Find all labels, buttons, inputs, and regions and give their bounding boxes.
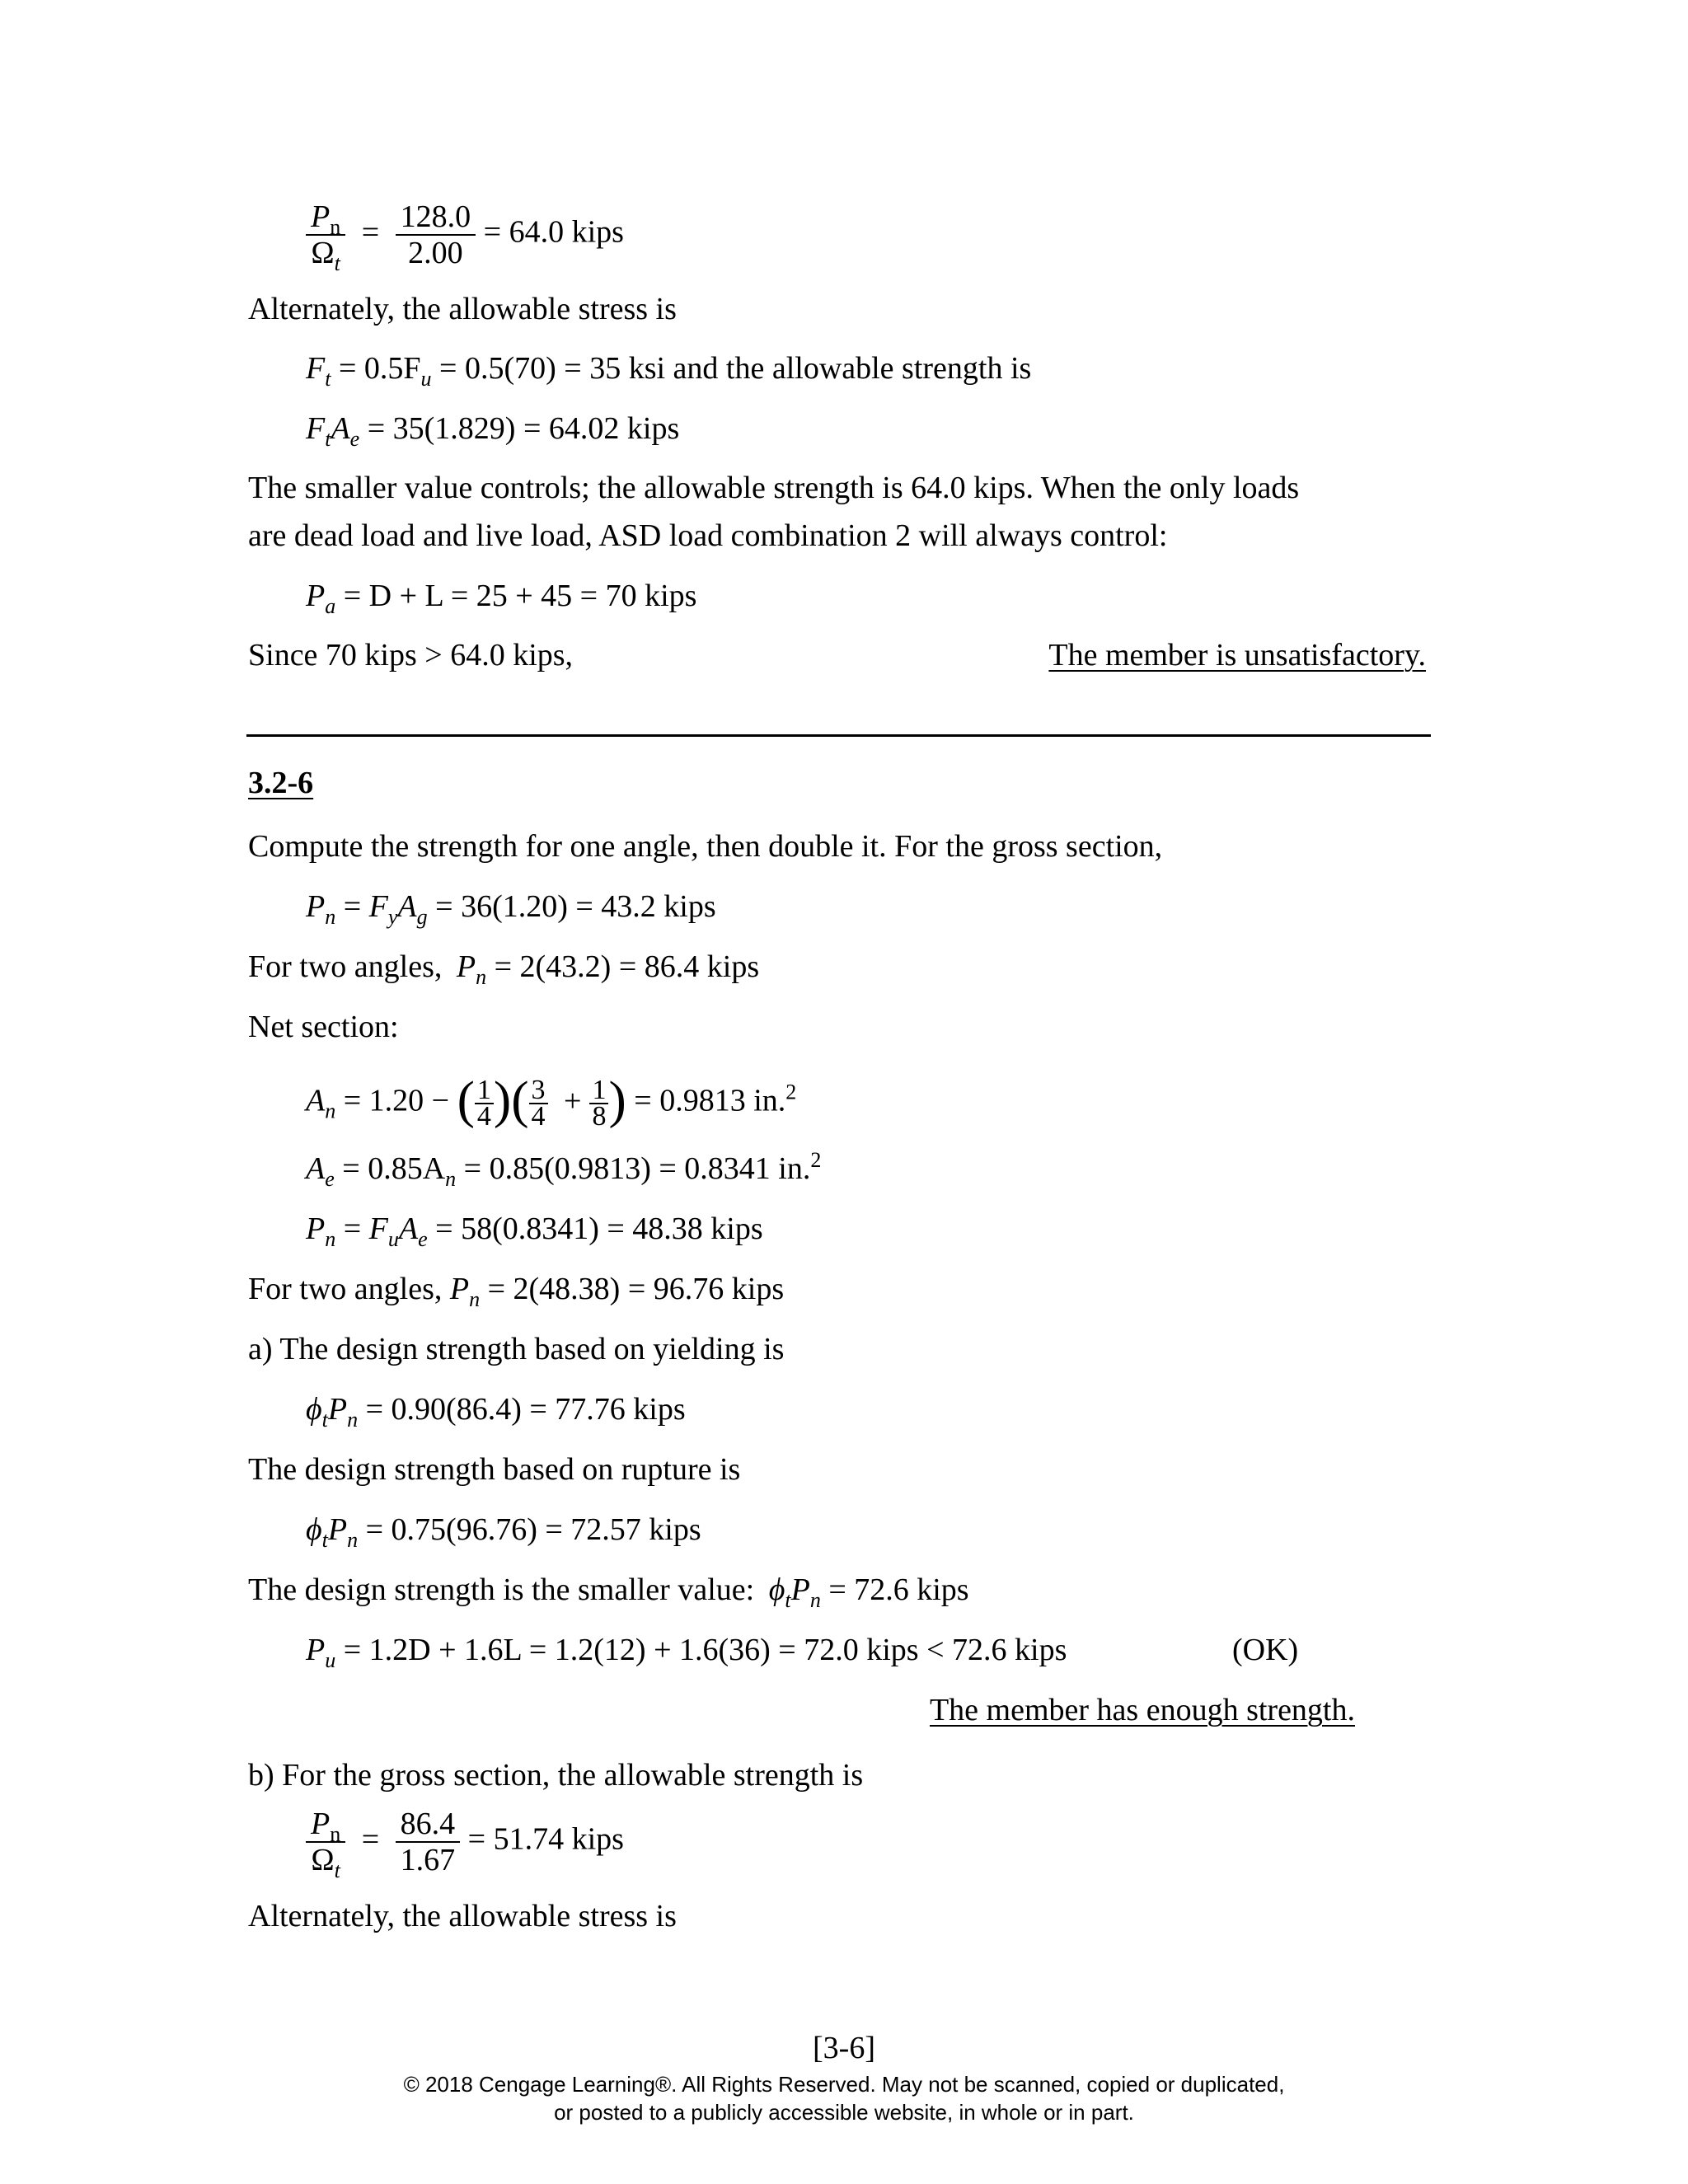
equation-yield: $\phi_tP_n = 0.90(86.4) = 77.76$ kips xyxy=(306,1392,686,1432)
equation-ft: $F_t = 0.5F_u = 0.5(70) = 35$ ksi and the allowable strength is xyxy=(306,351,1032,391)
equation-pa: $P_a = D + L = 25 + 45 = 70$ kips xyxy=(306,579,697,618)
equation-two-angles-net: For two angles, $P_n = 2(48.38) = 96.76$ kips xyxy=(248,1272,785,1311)
paragraph-intro: Compute the strength for one angle, then double it. For the gross section, xyxy=(248,829,1163,864)
fraction-pn-omega-2: $\frac{P_n}{\Omega_t}$ xyxy=(306,1807,345,1877)
conclusion-unsatisfactory: The member is unsatisfactory. xyxy=(1048,638,1426,673)
conclusion-enough-strength: The member has enough strength. xyxy=(929,1693,1355,1727)
ok-mark: (OK) xyxy=(1232,1633,1299,1667)
equation-pn-gross: $P_n = F_yA_g = 36(1.20) = 43.2$ kips xyxy=(306,889,716,929)
equation-pn-over-omega-2: $\frac{P_n}{\Omega_t}$ = $\frac{86.4}{1.67}$ = 51.74 kips xyxy=(306,1807,624,1877)
paragraph-rupture: The design strength based on rupture is xyxy=(248,1452,741,1487)
fraction-one-quarter: $\frac{1}{4}$ xyxy=(475,1078,494,1129)
page-number: [3-6] xyxy=(813,2031,875,2065)
paragraph-part-a: a) The design strength based on yielding is xyxy=(248,1332,785,1366)
fraction-values-2: $\frac{86.4}{1.67}$ xyxy=(396,1807,461,1877)
paragraph-net-section: Net section: xyxy=(248,1010,399,1044)
paragraph-alternately: Alternately, the allowable stress is xyxy=(248,292,677,326)
copyright-line1: © 2018 Cengage Learning®. All Rights Reserved. May not be scanned, copied or duplicated, xyxy=(403,2072,1285,2097)
equation-two-angles-gross: For two angles, $P_n = 2(43.2) = 86.4$ kips xyxy=(248,949,760,989)
paragraph-alternately-2: Alternately, the allowable stress is xyxy=(248,1899,677,1933)
equation-pu: $P_u = 1.2D + 1.6L = 1.2(12) + 1.6(36) = 72.0$ kips < 72.6 kips xyxy=(306,1633,1067,1672)
equation-ae: $A_e = 0.85A_n = 0.85(0.9813) = 0.8341$ in.$^2$ xyxy=(306,1148,822,1191)
equation-design-strength: The design strength is the smaller value: $\phi_tP_n = 72.6$ kips xyxy=(248,1572,969,1612)
paragraph-smaller-line2: are dead load and live load, ASD load combination 2 will always control: xyxy=(248,518,1168,553)
fraction-values: $\frac{128.0}{2.00}$ xyxy=(396,199,476,270)
section-heading: 3.2-6 xyxy=(248,766,314,800)
equation-an: $A_n = 1.20$ − ( $\frac{1}{4}$ )( $\frac{3}{4}$ + $\frac{1}{8}$ ) = 0.9813 in.$^2$ xyxy=(306,1070,797,1132)
equation-ft-ae: $F_tA_e = 35(1.829) = 64.02$ kips xyxy=(306,411,680,451)
section-divider xyxy=(246,734,1431,737)
equation-pn-net: $P_n = F_uA_e = 58(0.8341) = 48.38$ kips xyxy=(306,1212,763,1251)
paragraph-part-b: b) For the gross section, the allowable strength is xyxy=(248,1758,864,1793)
paragraph-since: Since 70 kips > 64.0 kips, xyxy=(248,638,574,673)
fraction-three-quarters: $\frac{3}{4}$ xyxy=(529,1078,548,1129)
copyright-line2: or posted to a publicly accessible website, in whole or in part. xyxy=(554,2100,1134,2125)
equation-pn-over-omega-1: $\frac{P_n}{\Omega_t}$ = $\frac{128.0}{2.00}$ = 64.0 kips xyxy=(306,199,624,270)
equation-rupture: $\phi_tP_n = 0.75(96.76) = 72.57$ kips xyxy=(306,1512,701,1552)
fraction-pn-omega: $\frac{P_n}{\Omega_t}$ xyxy=(306,199,345,270)
paragraph-smaller-line1: The smaller value controls; the allowable strength is 64.0 kips. When the only loads xyxy=(248,471,1300,505)
fraction-one-eighth: $\frac{1}{8}$ xyxy=(589,1078,608,1129)
